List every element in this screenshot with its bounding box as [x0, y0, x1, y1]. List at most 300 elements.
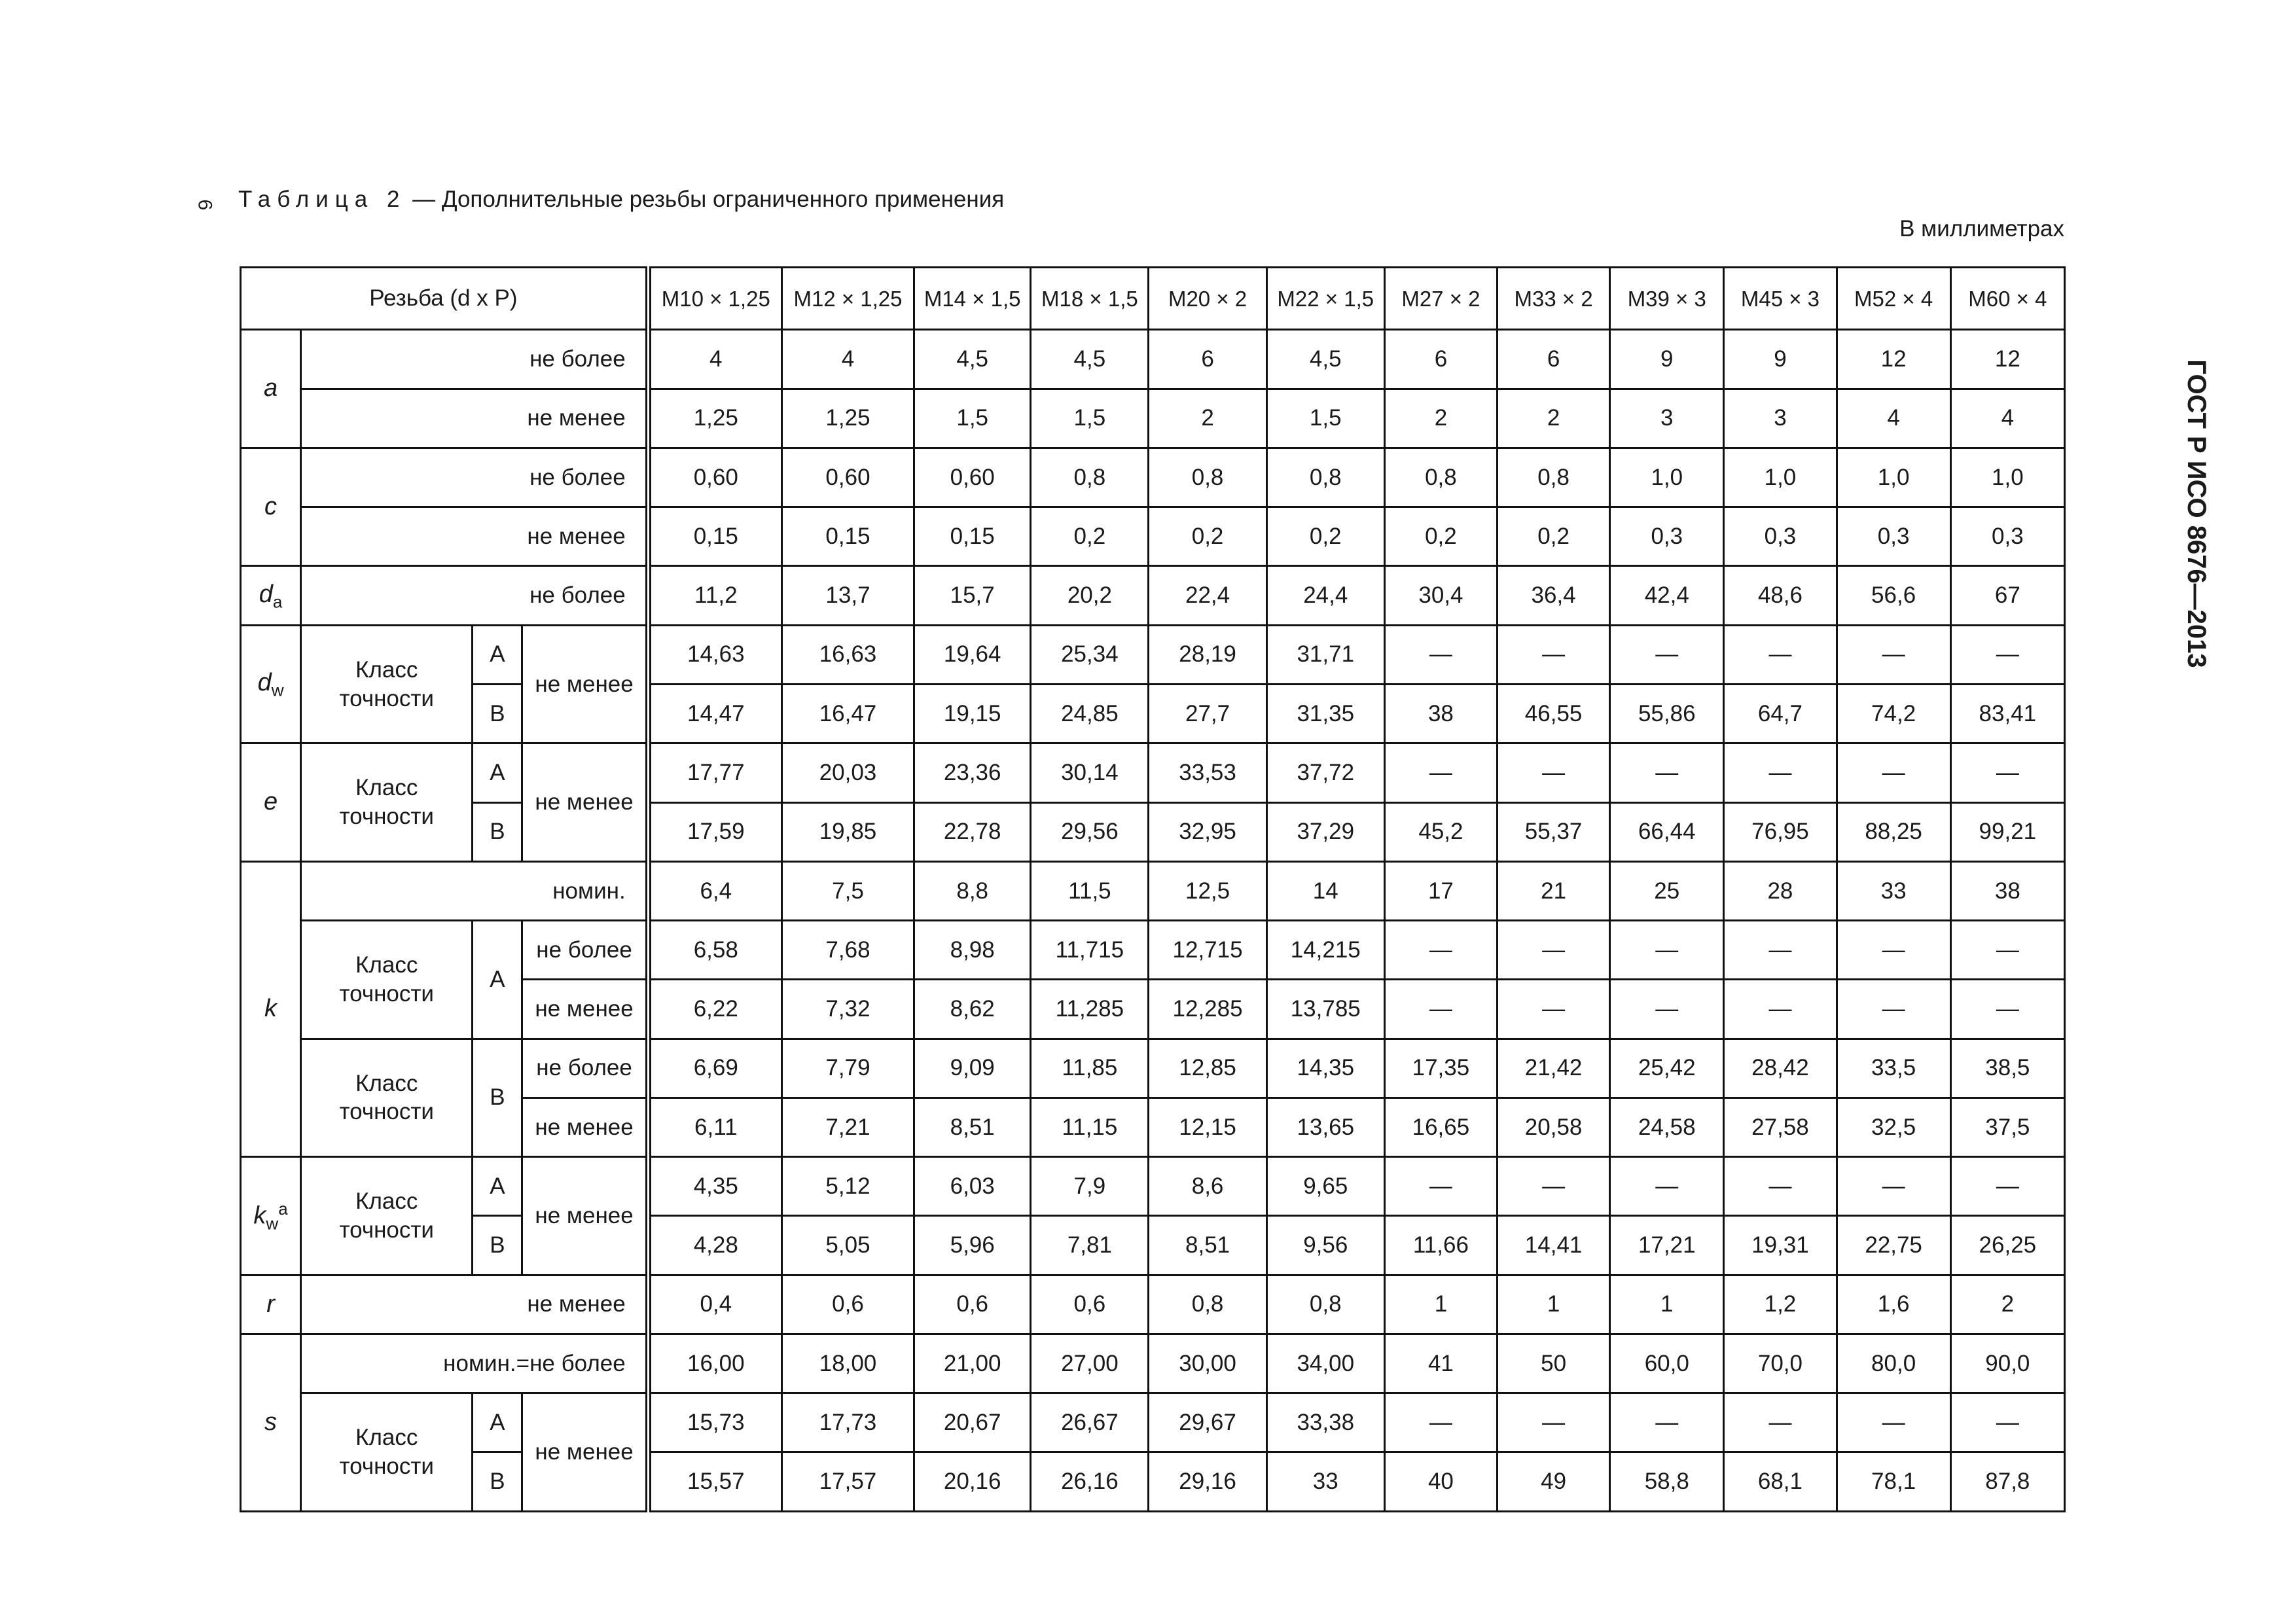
value-cell: — [1384, 921, 1497, 980]
limit-label: не менее [301, 389, 649, 448]
value-cell: 0,2 [1149, 507, 1266, 566]
row-kw-b [241, 1216, 2065, 1275]
value-cell: 38 [1950, 861, 2064, 920]
row-s-a [241, 1393, 2065, 1452]
value-cell: 16,63 [781, 625, 914, 684]
symbol-r [241, 1275, 301, 1334]
value-cell: 7,81 [1031, 1216, 1149, 1275]
value-cell: 37,72 [1266, 743, 1384, 802]
value-cell: 29,56 [1031, 802, 1149, 861]
value-cell: 0,3 [1610, 507, 1724, 566]
symbol-k-text: k [264, 995, 278, 1023]
value-cell: — [1384, 1393, 1497, 1452]
value-cell: — [1610, 625, 1724, 684]
value-cell: 15,57 [648, 1452, 781, 1512]
value-cell: 0,60 [914, 448, 1031, 507]
symbol-s-text: s [264, 1408, 278, 1436]
value-cell: 31,71 [1266, 625, 1384, 684]
value-cell: 29,67 [1149, 1393, 1266, 1452]
value-cell: 9,09 [914, 1039, 1031, 1097]
value-cell: 11,715 [1031, 921, 1149, 980]
value-cell: 0,8 [1384, 448, 1497, 507]
value-cell: 55,86 [1610, 685, 1724, 743]
value-cell: 18,00 [781, 1334, 914, 1393]
value-cell: 83,41 [1950, 685, 2064, 743]
limit-label: не менее [522, 1157, 648, 1275]
value-cell: 70,0 [1724, 1334, 1837, 1393]
thread-header-cell: M14 × 1,5 [914, 268, 1031, 330]
value-cell: 0,8 [1498, 448, 1610, 507]
value-cell: 0,4 [648, 1275, 781, 1334]
value-cell: 12,15 [1149, 1097, 1266, 1156]
value-cell: 1 [1384, 1275, 1497, 1334]
value-cell: 41 [1384, 1334, 1497, 1393]
limit-label: не более [301, 448, 649, 507]
value-cell: 37,5 [1950, 1097, 2064, 1156]
row-e-a [241, 743, 2065, 802]
value-cell: — [1384, 625, 1497, 684]
value-cell: 0,60 [781, 448, 914, 507]
value-cell: 76,95 [1724, 802, 1837, 861]
value-cell: 0,15 [914, 507, 1031, 566]
value-cell: 0,8 [1031, 448, 1149, 507]
value-cell: 20,16 [914, 1452, 1031, 1512]
symbol-c-text: c [264, 492, 278, 520]
value-cell: 9,65 [1266, 1157, 1384, 1216]
value-cell: 30,00 [1149, 1334, 1266, 1393]
value-cell: 1 [1610, 1275, 1724, 1334]
value-cell: — [1837, 743, 1950, 802]
value-cell: 0,6 [1031, 1275, 1149, 1334]
thread-header-cell: M45 × 3 [1724, 268, 1837, 330]
value-cell: 1,0 [1610, 448, 1724, 507]
value-cell: 17,57 [781, 1452, 914, 1512]
value-cell: 6 [1498, 330, 1610, 389]
class-a-label: A [473, 625, 522, 684]
value-cell: 22,4 [1149, 566, 1266, 625]
value-cell: — [1384, 980, 1497, 1039]
value-cell: 19,15 [914, 685, 1031, 743]
value-cell: — [1837, 1157, 1950, 1216]
value-cell: 0,3 [1724, 507, 1837, 566]
value-cell: 14,215 [1266, 921, 1384, 980]
value-cell: — [1498, 980, 1610, 1039]
value-cell: 60,0 [1610, 1334, 1724, 1393]
thread-dimensions-table [240, 266, 2066, 1512]
value-cell: 1,0 [1724, 448, 1837, 507]
value-cell: — [1724, 1393, 1837, 1452]
class-b-label: B [473, 685, 522, 743]
limit-label: не менее [301, 1275, 649, 1334]
row-kw-a [241, 1157, 2065, 1216]
value-cell: 1,25 [648, 389, 781, 448]
symbol-e [241, 743, 301, 862]
value-cell: 25 [1610, 861, 1724, 920]
row-a-max [241, 330, 2065, 389]
value-cell: — [1724, 980, 1837, 1039]
value-cell: 36,4 [1498, 566, 1610, 625]
row-c-max [241, 448, 2065, 507]
row-k-nom [241, 861, 2065, 920]
value-cell: 5,05 [781, 1216, 914, 1275]
row-s-b [241, 1452, 2065, 1512]
value-cell: 0,3 [1837, 507, 1950, 566]
value-cell: 28,19 [1149, 625, 1266, 684]
limit-label: не более [522, 1039, 648, 1097]
symbol-c [241, 448, 301, 566]
value-cell: 4,5 [1266, 330, 1384, 389]
value-cell: 4 [1837, 389, 1950, 448]
limit-label: не менее [301, 507, 649, 566]
value-cell: — [1610, 921, 1724, 980]
value-cell: 19,85 [781, 802, 914, 861]
value-cell: 2 [1950, 1275, 2064, 1334]
value-cell: 7,68 [781, 921, 914, 980]
value-cell: — [1950, 921, 2064, 980]
value-cell: 32,95 [1149, 802, 1266, 861]
value-cell: 6,4 [648, 861, 781, 920]
value-cell: — [1950, 1393, 2064, 1452]
row-k-a-max [241, 921, 2065, 980]
value-cell: 0,8 [1149, 448, 1266, 507]
value-cell: 12,715 [1149, 921, 1266, 980]
thread-header-cell: M12 × 1,25 [781, 268, 914, 330]
value-cell: 4,35 [648, 1157, 781, 1216]
value-cell: 6,03 [914, 1157, 1031, 1216]
value-cell: 6,58 [648, 921, 781, 980]
value-cell: 26,25 [1950, 1216, 2064, 1275]
value-cell: 13,7 [781, 566, 914, 625]
value-cell: 8,8 [914, 861, 1031, 920]
thread-param-header [241, 268, 649, 330]
value-cell: — [1610, 980, 1724, 1039]
symbol-r-text: r [266, 1290, 275, 1318]
value-cell: 40 [1384, 1452, 1497, 1512]
value-cell: 21 [1498, 861, 1610, 920]
value-cell: 0,8 [1266, 1275, 1384, 1334]
symbol-dw [241, 625, 301, 743]
value-cell: 3 [1610, 389, 1724, 448]
value-cell: 2 [1149, 389, 1266, 448]
thread-header-cell: M22 × 1,5 [1266, 268, 1384, 330]
value-cell: 33 [1837, 861, 1950, 920]
value-cell: 0,15 [781, 507, 914, 566]
value-cell: 16,00 [648, 1334, 781, 1393]
value-cell: 46,55 [1498, 685, 1610, 743]
value-cell: 0,2 [1384, 507, 1497, 566]
value-cell: — [1724, 1157, 1837, 1216]
value-cell: — [1950, 625, 2064, 684]
class-a-label: A [473, 1157, 522, 1216]
value-cell: 7,21 [781, 1097, 914, 1156]
value-cell: 33,5 [1837, 1039, 1950, 1097]
header-row [241, 268, 2065, 330]
value-cell: 37,29 [1266, 802, 1384, 861]
value-cell: 33,38 [1266, 1393, 1384, 1452]
value-cell: 1,5 [1266, 389, 1384, 448]
value-cell: 4,28 [648, 1216, 781, 1275]
table-caption-text: — Дополнительные резьбы ограниченного применения [406, 187, 1005, 212]
value-cell: 27,7 [1149, 685, 1266, 743]
value-cell: — [1610, 1393, 1724, 1452]
accuracy-class-label: Класс точности [301, 1393, 473, 1512]
value-cell: — [1498, 743, 1610, 802]
limit-label: не менее [522, 980, 648, 1039]
value-cell: 17,59 [648, 802, 781, 861]
accuracy-class-label: Класс точности [301, 1157, 473, 1275]
class-b-label: B [473, 802, 522, 861]
symbol-kw-text-sub: w [266, 1213, 279, 1233]
value-cell: 11,285 [1031, 980, 1149, 1039]
symbol-a-text: a [263, 374, 278, 402]
table-caption-label: Таблица 2 [238, 187, 406, 212]
value-cell: 1 [1498, 1275, 1610, 1334]
value-cell: 4,5 [1031, 330, 1149, 389]
value-cell: 55,37 [1498, 802, 1610, 861]
value-cell: 87,8 [1950, 1452, 2064, 1512]
row-da-max [241, 566, 2065, 625]
value-cell: 24,4 [1266, 566, 1384, 625]
value-cell: 25,42 [1610, 1039, 1724, 1097]
thread-header-cell: M52 × 4 [1837, 268, 1950, 330]
value-cell: 5,96 [914, 1216, 1031, 1275]
value-cell: 17,73 [781, 1393, 914, 1452]
value-cell: 90,0 [1950, 1334, 2064, 1393]
row-e-b [241, 802, 2065, 861]
value-cell: 27,58 [1724, 1097, 1837, 1156]
limit-label: номин. [301, 861, 649, 920]
value-cell: 34,00 [1266, 1334, 1384, 1393]
value-cell: 16,65 [1384, 1097, 1497, 1156]
value-cell: 4 [1950, 389, 2064, 448]
value-cell: 14,63 [648, 625, 781, 684]
value-cell: 8,51 [914, 1097, 1031, 1156]
thread-header-cell: M27 × 2 [1384, 268, 1497, 330]
value-cell: 0,3 [1950, 507, 2064, 566]
value-cell: 26,16 [1031, 1452, 1149, 1512]
row-k-b-max [241, 1039, 2065, 1097]
value-cell: 11,15 [1031, 1097, 1149, 1156]
symbol-a [241, 330, 301, 448]
value-cell: 9 [1724, 330, 1837, 389]
value-cell: 2 [1384, 389, 1497, 448]
thread-header-cell: M60 × 4 [1950, 268, 2064, 330]
value-cell: 15,73 [648, 1393, 781, 1452]
value-cell: 22,75 [1837, 1216, 1950, 1275]
thread-header-cell: M20 × 2 [1149, 268, 1266, 330]
value-cell: 4,5 [914, 330, 1031, 389]
value-cell: 7,9 [1031, 1157, 1149, 1216]
value-cell: 0,2 [1031, 507, 1149, 566]
symbol-kw-text-sup: a [278, 1198, 288, 1219]
value-cell: 33 [1266, 1452, 1384, 1512]
value-cell: 66,44 [1610, 802, 1724, 861]
row-c-min [241, 507, 2065, 566]
accuracy-class-label: Класс точности [301, 743, 473, 862]
value-cell: 11,85 [1031, 1039, 1149, 1097]
value-cell: 99,21 [1950, 802, 2064, 861]
limit-label: не менее [522, 1393, 648, 1512]
value-cell: 2 [1498, 389, 1610, 448]
value-cell: 38 [1384, 685, 1497, 743]
value-cell: 49 [1498, 1452, 1610, 1512]
value-cell: 0,6 [781, 1275, 914, 1334]
value-cell: 26,67 [1031, 1393, 1149, 1452]
table-caption [238, 187, 1004, 213]
value-cell: 9,56 [1266, 1216, 1384, 1275]
class-b-label: B [473, 1216, 522, 1275]
row-dw-a [241, 625, 2065, 684]
thread-header-cell: M18 × 1,5 [1031, 268, 1149, 330]
value-cell: 6,22 [648, 980, 781, 1039]
symbol-dw-text-sub: w [271, 680, 284, 700]
value-cell: 6 [1384, 330, 1497, 389]
value-cell: 23,36 [914, 743, 1031, 802]
value-cell: 8,6 [1149, 1157, 1266, 1216]
symbol-e-text: e [263, 788, 278, 816]
units-note: В миллиметрах [1899, 216, 2064, 241]
value-cell: — [1498, 1393, 1610, 1452]
value-cell: 1,6 [1837, 1275, 1950, 1334]
value-cell: 67 [1950, 566, 2064, 625]
value-cell: 0,8 [1266, 448, 1384, 507]
value-cell: — [1498, 921, 1610, 980]
row-r-min [241, 1275, 2065, 1334]
value-cell: 48,6 [1724, 566, 1837, 625]
thread-header-cell: M33 × 2 [1498, 268, 1610, 330]
symbol-kw [241, 1157, 301, 1275]
value-cell: 8,62 [914, 980, 1031, 1039]
value-cell: — [1384, 743, 1497, 802]
value-cell: 7,5 [781, 861, 914, 920]
symbol-k [241, 861, 301, 1156]
value-cell: — [1498, 625, 1610, 684]
value-cell: 30,14 [1031, 743, 1149, 802]
value-cell: 14,41 [1498, 1216, 1610, 1275]
limit-label: не менее [522, 625, 648, 743]
value-cell: — [1384, 1157, 1497, 1216]
value-cell: 88,25 [1837, 802, 1950, 861]
value-cell: 22,78 [914, 802, 1031, 861]
value-cell: 1,25 [781, 389, 914, 448]
accuracy-class-label: Класс точности [301, 625, 473, 743]
value-cell: 0,8 [1149, 1275, 1266, 1334]
value-cell: 80,0 [1837, 1334, 1950, 1393]
symbol-da-text: d [259, 580, 273, 608]
value-cell: — [1837, 921, 1950, 980]
value-cell: 30,4 [1384, 566, 1497, 625]
value-cell: 19,31 [1724, 1216, 1837, 1275]
value-cell: 9 [1610, 330, 1724, 389]
value-cell: — [1610, 743, 1724, 802]
row-dw-b [241, 685, 2065, 743]
value-cell: — [1837, 1393, 1950, 1452]
value-cell: 1,0 [1950, 448, 2064, 507]
value-cell: 1,0 [1837, 448, 1950, 507]
value-cell: — [1724, 625, 1837, 684]
value-cell: 24,85 [1031, 685, 1149, 743]
value-cell: 38,5 [1950, 1039, 2064, 1097]
value-cell: 74,2 [1837, 685, 1950, 743]
value-cell: 14,47 [648, 685, 781, 743]
document-code: ГОСТ Р ИСО 8676—2013 [2182, 359, 2211, 668]
value-cell: 33,53 [1149, 743, 1266, 802]
value-cell: 1,5 [914, 389, 1031, 448]
symbol-dw-text: d [257, 668, 272, 696]
value-cell: 16,47 [781, 685, 914, 743]
value-cell: 20,03 [781, 743, 914, 802]
value-cell: 8,98 [914, 921, 1031, 980]
value-cell: 28,42 [1724, 1039, 1837, 1097]
class-a-label: A [473, 1393, 522, 1452]
value-cell: 50 [1498, 1334, 1610, 1393]
value-cell: 8,51 [1149, 1216, 1266, 1275]
limit-label: не менее [522, 743, 648, 862]
value-cell: 68,1 [1724, 1452, 1837, 1512]
value-cell: — [1837, 625, 1950, 684]
value-cell: — [1610, 1157, 1724, 1216]
value-cell: 1,5 [1031, 389, 1149, 448]
value-cell: 19,64 [914, 625, 1031, 684]
value-cell: 13,785 [1266, 980, 1384, 1039]
value-cell: 12 [1837, 330, 1950, 389]
row-a-min [241, 389, 2065, 448]
value-cell: 4 [648, 330, 781, 389]
value-cell: 11,66 [1384, 1216, 1497, 1275]
value-cell: 1,2 [1724, 1275, 1837, 1334]
accuracy-class-label: Класс точности [301, 1039, 473, 1157]
value-cell: 0,2 [1498, 507, 1610, 566]
value-cell: 14 [1266, 861, 1384, 920]
page-number: 6 [194, 199, 216, 211]
value-cell: 17,77 [648, 743, 781, 802]
value-cell: 27,00 [1031, 1334, 1149, 1393]
limit-label: не более [301, 330, 649, 389]
value-cell: 21,00 [914, 1334, 1031, 1393]
symbol-da-text-sub: a [272, 592, 283, 612]
value-cell: 42,4 [1610, 566, 1724, 625]
class-b-label: B [473, 1452, 522, 1512]
value-cell: 20,67 [914, 1393, 1031, 1452]
value-cell: 24,58 [1610, 1097, 1724, 1156]
value-cell: 21,42 [1498, 1039, 1610, 1097]
symbol-s [241, 1334, 301, 1511]
value-cell: 13,65 [1266, 1097, 1384, 1156]
value-cell: 12 [1950, 330, 2064, 389]
value-cell: 6,69 [648, 1039, 781, 1097]
value-cell: 31,35 [1266, 685, 1384, 743]
value-cell: 4 [781, 330, 914, 389]
value-cell: — [1724, 743, 1837, 802]
value-cell: 20,58 [1498, 1097, 1610, 1156]
value-cell: 20,2 [1031, 566, 1149, 625]
value-cell: 11,2 [648, 566, 781, 625]
value-cell: 5,12 [781, 1157, 914, 1216]
value-cell: — [1950, 743, 2064, 802]
class-b-label: B [473, 1039, 522, 1157]
row-s-nom [241, 1334, 2065, 1393]
value-cell: — [1950, 1157, 2064, 1216]
value-cell: 14,35 [1266, 1039, 1384, 1097]
symbol-da [241, 566, 301, 625]
value-cell: 0,2 [1266, 507, 1384, 566]
value-cell: — [1837, 980, 1950, 1039]
value-cell: 12,285 [1149, 980, 1266, 1039]
value-cell: 0,15 [648, 507, 781, 566]
value-cell: — [1498, 1157, 1610, 1216]
thread-header-cell: M10 × 1,25 [648, 268, 781, 330]
value-cell: 17,21 [1610, 1216, 1724, 1275]
